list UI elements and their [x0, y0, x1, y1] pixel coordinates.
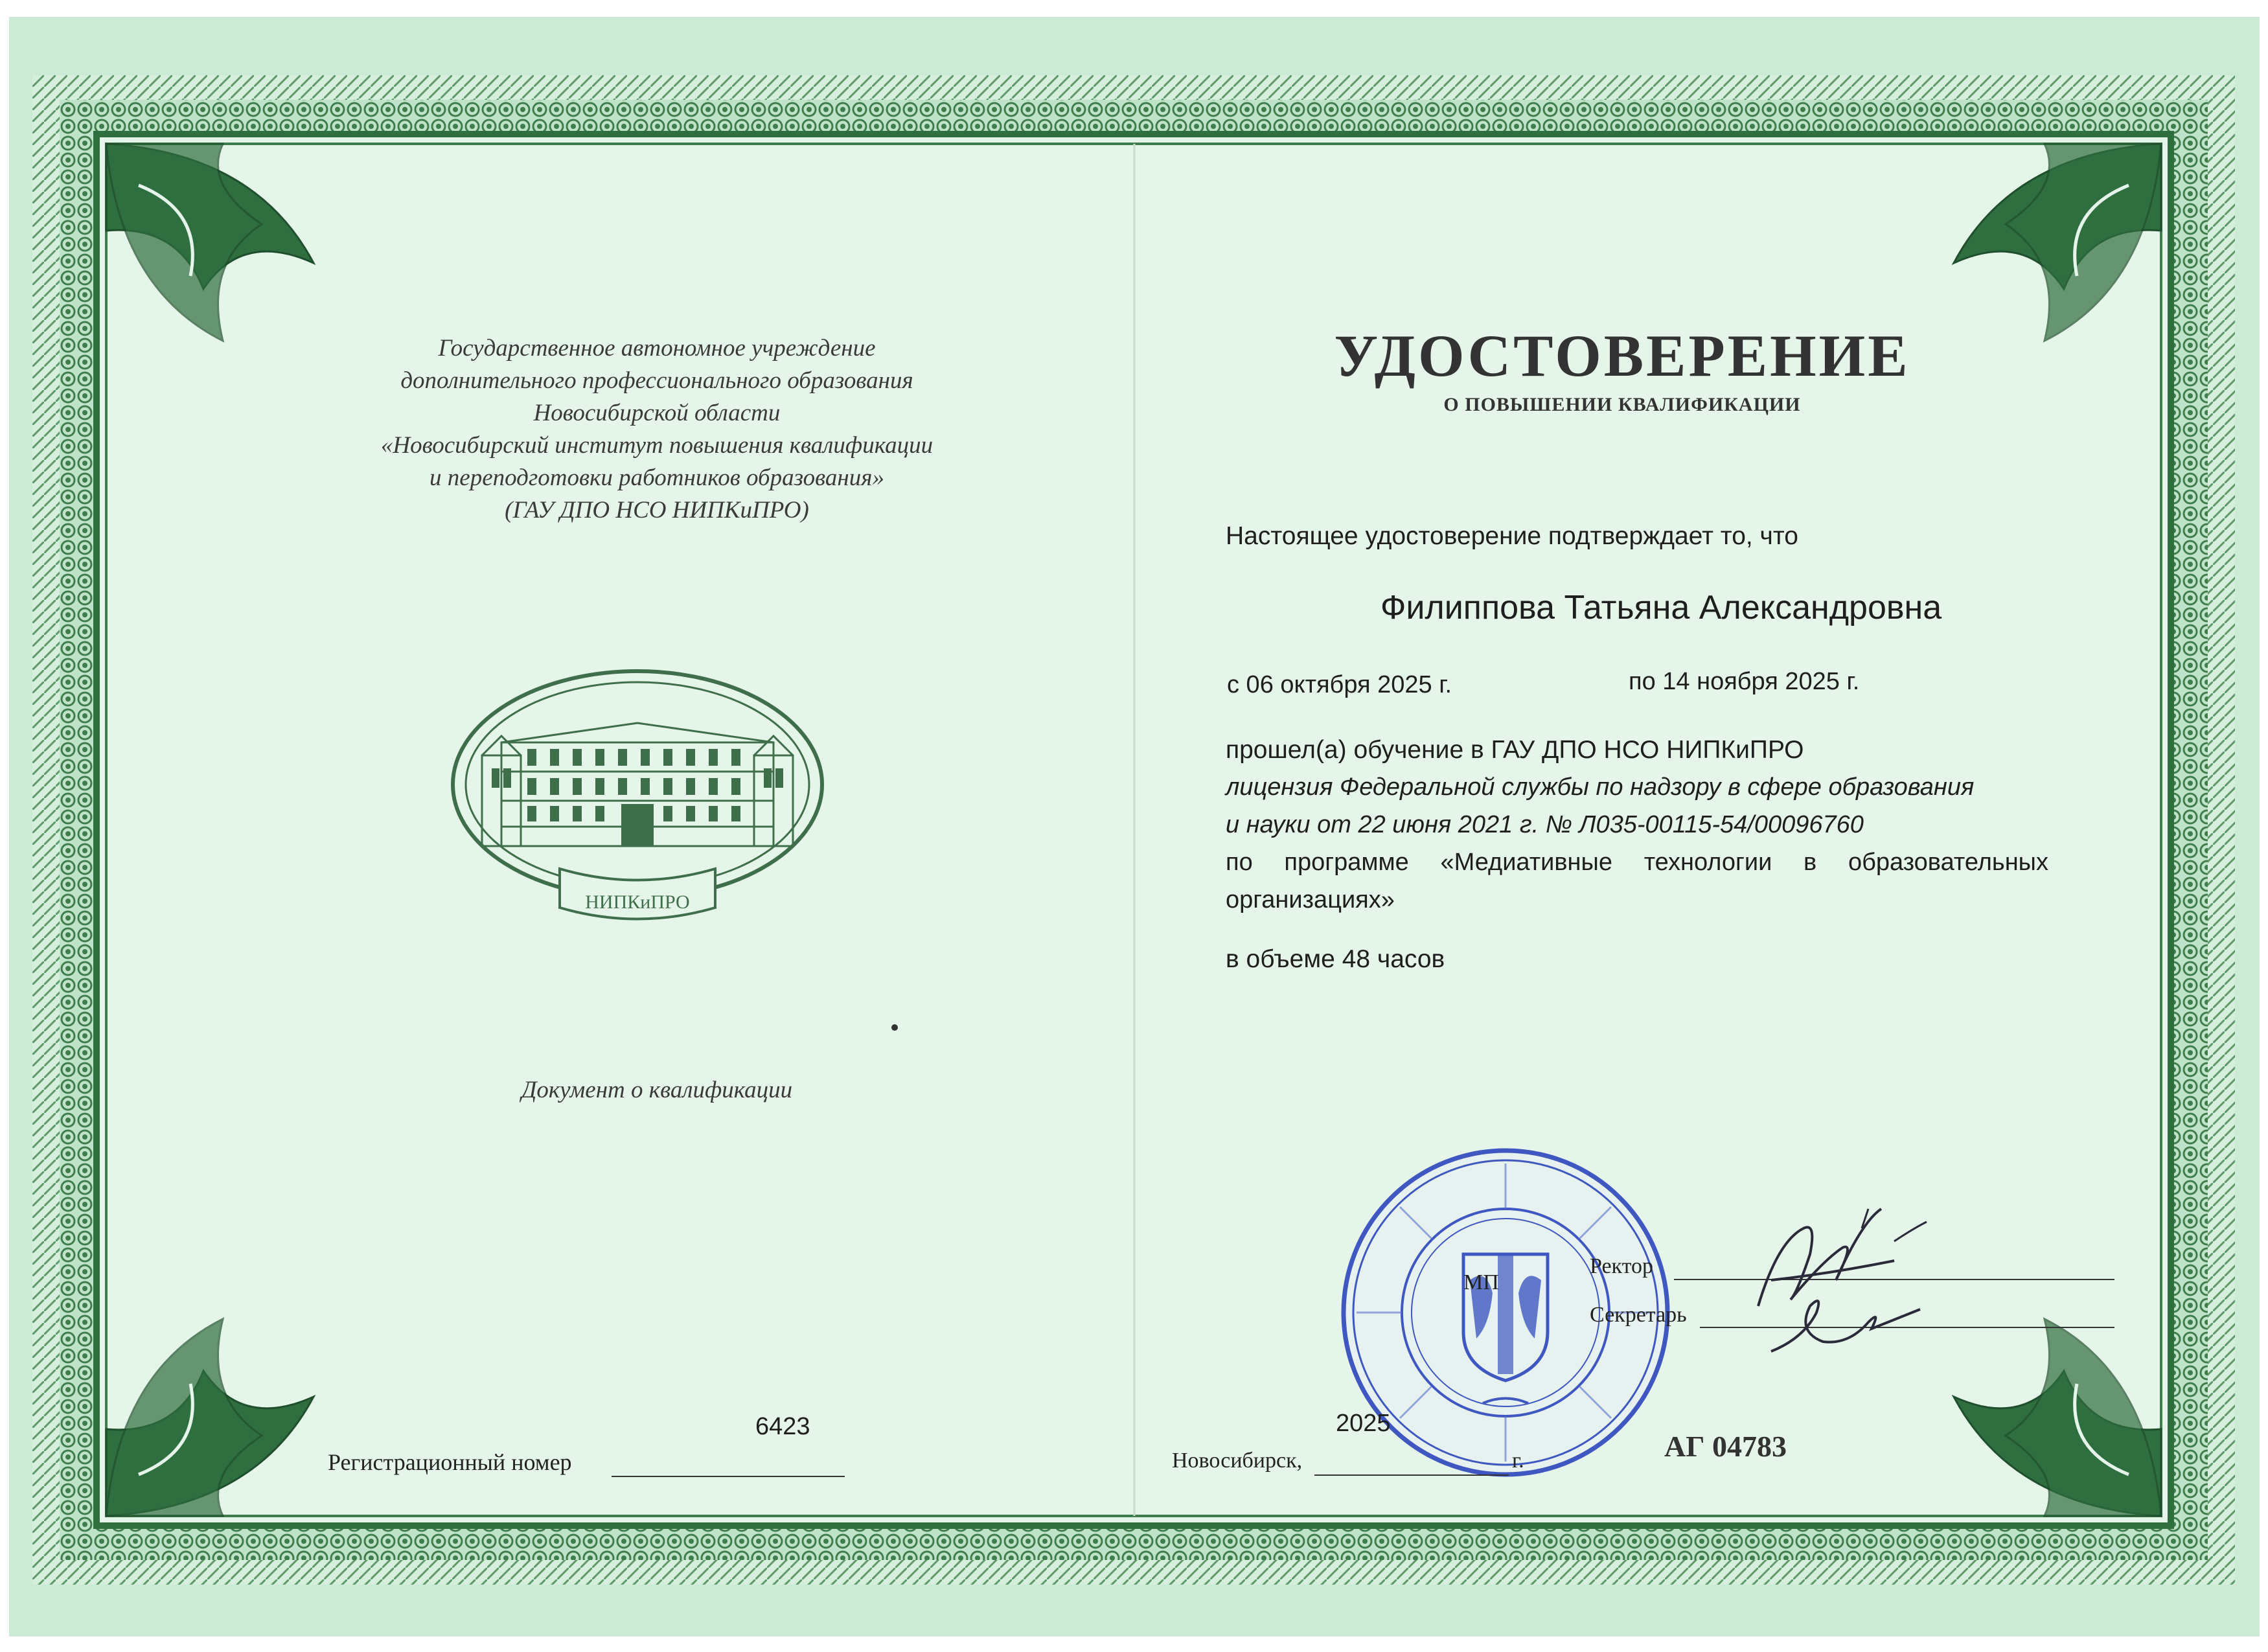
period-from: с 06 октября 2025 г. [1227, 671, 1452, 698]
mp-label: МП [1463, 1270, 1499, 1294]
org-line-5: и переподготовки работников образования» [430, 465, 884, 491]
org-line-6: (ГАУ ДПО НСО НИПКиПРО) [505, 497, 809, 523]
trained-text: прошел(а) обучение в ГАУ ДПО НСО НИПКиПРО [1226, 736, 1804, 764]
hours-volume: в объеме 48 часов [1226, 945, 1445, 973]
issue-year: 2025 [1336, 1410, 1391, 1437]
license-line-1: лицензия Федеральной службы по надзору в сфере образования [1226, 774, 1975, 801]
org-line-3: Новосибирской области [533, 400, 781, 426]
org-line-1: Государственное автономное учреждение [438, 335, 876, 361]
year-suffix: г. [1512, 1449, 1524, 1473]
secretary-label: Секретарь [1590, 1303, 1687, 1327]
city-label: Новосибирск, [1172, 1449, 1303, 1473]
rector-label: Ректор [1590, 1254, 1654, 1278]
logo-text: НИПКиПРО [585, 891, 690, 913]
ornamental-border [9, 17, 2260, 1636]
org-line-2: дополнительного профессионального образования [400, 367, 913, 394]
confirmation-text: Настоящее удостоверение подтверждает то, что [1226, 522, 1798, 550]
document-type: Документ о квалификации [521, 1077, 793, 1103]
program-line-2: организациях» [1226, 886, 1395, 913]
serial-number: АГ 04783 [1664, 1430, 1787, 1463]
issue-date-line [1314, 1474, 1509, 1476]
holder-name: Филиппова Татьяна Александровна [1380, 589, 1942, 626]
certificate-title: УДОСТОВЕРЕНИЕ [1334, 323, 1910, 389]
registration-label: Регистрационный номер [328, 1449, 572, 1475]
registration-number: 6423 [755, 1413, 810, 1440]
license-line-2: и науки от 22 июня 2021 г. № Л035-00115-54/00096760 [1226, 811, 1864, 838]
certificate-subtitle: О ПОВЫШЕНИИ КВАЛИФИКАЦИИ [1443, 394, 1801, 415]
period-to: по 14 ноября 2025 г. [1629, 668, 1860, 695]
program-line-1: по программе «Медиативные технологии в образовательных [1226, 849, 2048, 876]
org-line-4: «Новосибирский институт повышения квалификации [380, 432, 934, 459]
certificate-sheet [9, 17, 2260, 1636]
registration-line [612, 1476, 845, 1477]
signatures-handwritten [1732, 1183, 1940, 1384]
